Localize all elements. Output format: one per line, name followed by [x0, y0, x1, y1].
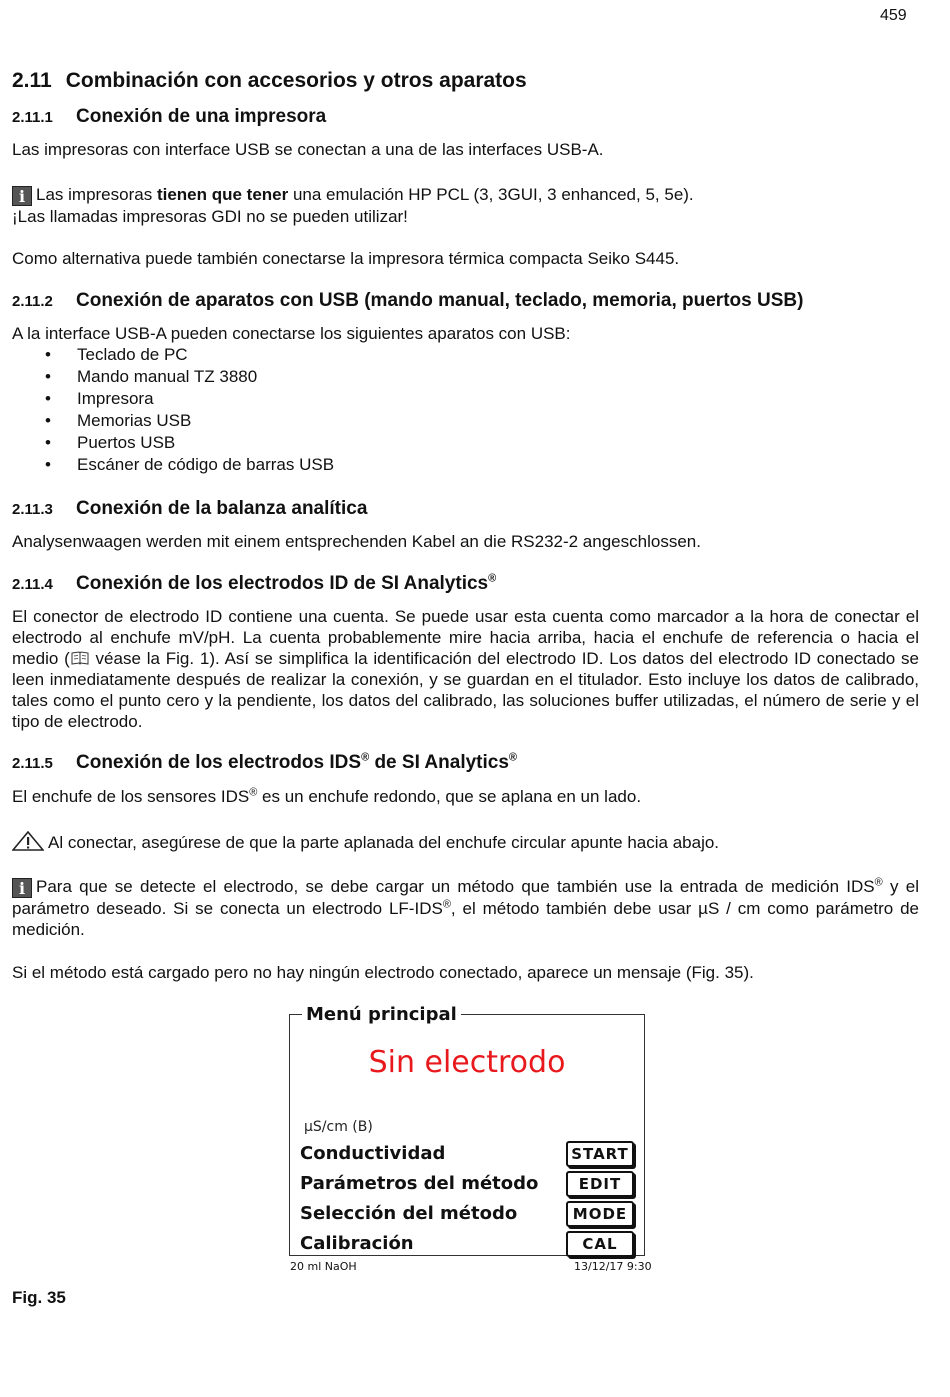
menu-label: Parámetros del método — [300, 1173, 539, 1194]
menu-row-method-selection[interactable] — [300, 1201, 634, 1227]
list-item: • Puertos USB — [12, 432, 919, 454]
list-item: • Impresora — [12, 388, 919, 410]
note-text: ¡Las llamadas impresoras GDI no se pueden utilizar! — [12, 207, 408, 226]
warning-note — [12, 831, 919, 853]
subsection-number: 2.11.2 — [12, 293, 53, 310]
cal-key[interactable]: CAL — [566, 1231, 634, 1257]
subsection-number: 2.11.1 — [12, 109, 53, 126]
subsection-title: Conexión de aparatos con USB (mando manual, teclado, memoria, puertos USB) — [76, 290, 804, 311]
subsection-title: Conexión de los electrodos IDS — [76, 752, 362, 773]
registered-mark: ® — [488, 572, 497, 585]
subsection-heading-id-electrodes — [12, 573, 496, 595]
subsection-title: Conexión de los electrodos ID de SI Analytics — [76, 573, 489, 594]
paragraph: Las impresoras con interface USB se conectan a una de las interfaces USB-A. — [12, 140, 604, 159]
paragraph-text: véase la Fig. 1). Así se simplifica la identificación del electrodo ID. Los datos del electrodo ID conectado se leen inmediatamente después de realizar la conexión, y se guardan en el titulador. Esto incluye los datos de calibrado, tales como el punto cero y la pendiente, los datos del calibrado, las soluciones buffer utilizadas, el número de serie y el tipo de electrodo. — [12, 649, 920, 731]
list-item: • Teclado de PC — [12, 344, 919, 366]
registered-mark: ® — [361, 751, 370, 764]
figure-label: Fig. 35 — [12, 1288, 66, 1307]
list-item: • Mando manual TZ 3880 — [12, 366, 919, 388]
paragraph-text: es un enchufe redondo, que se aplana en un lado. — [257, 787, 642, 806]
registered-mark: ® — [874, 876, 883, 889]
usb-device-list — [12, 344, 919, 476]
mode-key[interactable]: MODE — [566, 1201, 634, 1227]
paragraph: A la interface USB-A pueden conectarse los siguientes aparatos con USB: — [12, 324, 571, 343]
page-number: 459 — [880, 7, 907, 24]
paragraph: Analysenwaagen werden mit einem entsprechenden Kabel an die RS232-2 angeschlossen. — [12, 532, 701, 551]
section-heading — [12, 69, 527, 93]
paragraph-id-electrodes — [12, 606, 919, 732]
screen-title: Menú principal — [302, 1004, 461, 1025]
subsection-number: 2.11.4 — [12, 576, 53, 593]
warning-text: Al conectar, asegúrese de que la parte aplanada del enchufe circular apunte hacia abajo. — [48, 833, 720, 852]
paragraph-text: El enchufe de los sensores IDS — [12, 787, 250, 806]
book-icon — [71, 651, 89, 665]
subsection-title: Conexión de la balanza analítica — [76, 498, 368, 519]
menu-row-conductivity[interactable] — [300, 1141, 634, 1167]
menu-label: Selección del método — [300, 1203, 518, 1224]
registered-mark: ® — [508, 751, 518, 764]
note-text: una emulación HP PCL (3, 3GUI, 3 enhanced, 5, 5e). — [288, 185, 694, 204]
info-note-printer — [12, 184, 919, 227]
subsection-heading-ids-electrodes — [12, 752, 517, 774]
screen-footer-reagent: 20 ml NaOH — [290, 1260, 357, 1273]
menu-row-method-parameters[interactable] — [300, 1171, 634, 1197]
registered-mark: ® — [249, 786, 258, 799]
titrator-screen — [289, 1004, 645, 1256]
subsection-title: Conexión de una impresora — [76, 106, 327, 127]
paragraph-text: El conector de electrodo ID contiene una cuenta. Se puede usar esta cuenta como marcador a la hora de conectar el electrodo al enchufe mV/pH. La cuenta probablemente mire hacia arriba, hacia el enchufe de referencia o hacia el medio ( — [12, 607, 919, 668]
note-text: Para que se detecte el electrodo, se debe cargar un método que también use la entrada de medición IDS — [36, 877, 875, 896]
screen-footer-datetime: 13/12/17 9:30 — [574, 1260, 652, 1273]
subsection-heading-balance — [12, 498, 367, 520]
menu-label: Calibración — [300, 1233, 414, 1254]
edit-key[interactable]: EDIT — [566, 1171, 634, 1197]
note-bold-text: tienen que tener — [156, 185, 289, 204]
note-text: Las impresoras — [36, 185, 157, 204]
menu-row-calibration[interactable] — [300, 1231, 634, 1257]
start-key[interactable]: START — [566, 1141, 634, 1167]
paragraph: Como alternativa puede también conectarse la impresora térmica compacta Seiko S445. — [12, 249, 680, 268]
note-text: , el método también debe usar µS / cm como parámetro de medición. — [12, 899, 919, 939]
list-item: • Memorias USB — [12, 410, 919, 432]
subsection-title: de SI Analytics — [369, 752, 509, 773]
measurement-unit: µS/cm (B) — [304, 1119, 373, 1135]
info-icon: i — [12, 878, 32, 898]
subsection-number: 2.11.3 — [12, 501, 53, 518]
info-icon: i — [12, 186, 32, 206]
warning-icon — [12, 831, 44, 851]
info-note-ids — [12, 876, 919, 940]
section-title: Combinación con accesorios y otros aparatos — [65, 69, 527, 92]
subsection-number: 2.11.5 — [12, 755, 53, 772]
registered-mark: ® — [442, 898, 451, 911]
subsection-heading-printer — [12, 106, 326, 128]
subsection-heading-usb — [12, 290, 803, 312]
section-number: 2.11 — [12, 69, 52, 92]
note-text: y el parámetro deseado. Si se conecta un electrodo LF-IDS — [12, 877, 919, 918]
no-electrode-alert: Sin electrodo — [368, 1045, 566, 1080]
paragraph — [12, 786, 919, 807]
list-item: • Escáner de código de barras USB — [12, 454, 919, 476]
menu-label: Conductividad — [300, 1143, 446, 1164]
paragraph: Si el método está cargado pero no hay ningún electrodo conectado, aparece un mensaje (Fig. 35). — [12, 963, 754, 982]
